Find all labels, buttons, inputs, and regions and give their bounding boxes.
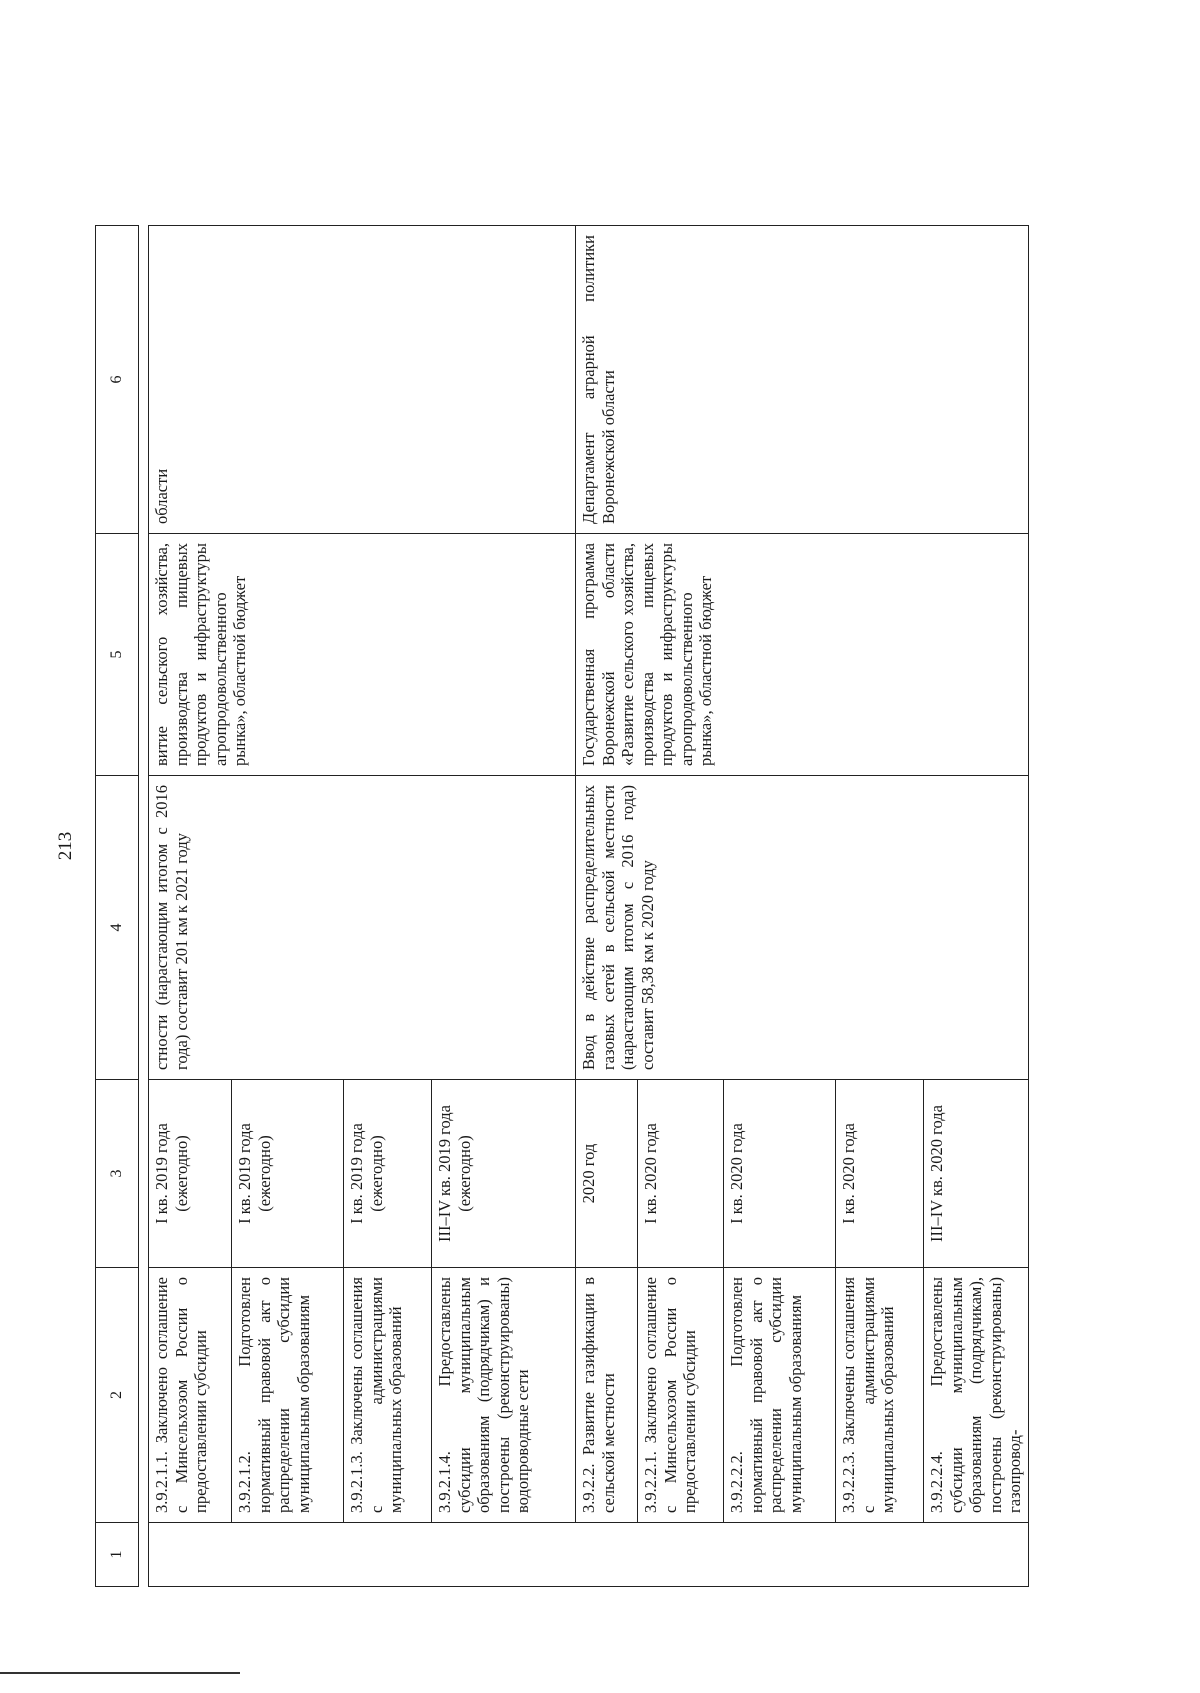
rotated-page: [95, 87, 1110, 1587]
scan-edge-line: [0, 1672, 240, 1674]
column-number: 5: [96, 534, 139, 776]
deadline-cell: 2020 год: [576, 1080, 638, 1268]
deadline-cell: I кв. 2019 года (ежегодно): [344, 1080, 432, 1268]
deadline-cell: I кв. 2020 года: [638, 1080, 724, 1268]
executor-cell: области: [149, 226, 576, 534]
activity-cell: 3.9.2.2.2. Подготовлен нормативный правовой акт о распределении субсидии муниципальным образованиям: [724, 1268, 836, 1523]
column-number: 2: [96, 1268, 139, 1523]
column-number: 6: [96, 226, 139, 534]
column-number: 1: [96, 1523, 139, 1587]
deadline-cell: I кв. 2020 года: [724, 1080, 836, 1268]
activity-cell: 3.9.2.2.1. Заключено соглашение с Минсельхозом России о предоставлении субсидии: [638, 1268, 724, 1523]
deadline-cell: III–IV кв. 2019 года (ежегодно): [432, 1080, 576, 1268]
result-cell: Ввод в действие распределительных газовых сетей в сельской местности (нарастающим итогом с 2016 года) составит 58,38 км к 2020 году: [576, 776, 1029, 1080]
activity-cell: 3.9.2.2.4. Предоставлены субсидии муниципальным образованиям (подрядчикам), построены (реконструированы) газопровод-: [924, 1268, 1029, 1523]
deadline-cell: I кв. 2020 года: [836, 1080, 924, 1268]
page-number: 213: [55, 831, 76, 861]
activity-cell: 3.9.2.1.2. Подготовлен нормативный правовой акт о распределении субсидии муниципальным образованиям: [232, 1268, 344, 1523]
source-cell: витие сельского хозяйства, производства пищевых продуктов и инфраструктуры агропродовольственного рынка», областной бюджет: [149, 534, 576, 776]
table-row: [149, 226, 232, 1587]
activity-cell: 3.9.2.2. Развитие газификации в сельской местности: [576, 1268, 638, 1523]
activity-cell: 3.9.2.1.4. Предоставлены субсидии муниципальным образованиям (подрядчикам) и построены (реконструированы) водопроводные сети: [432, 1268, 576, 1523]
column-number-row: [96, 226, 139, 1587]
plan-table: [95, 225, 1029, 1587]
table-row: [576, 226, 638, 1587]
source-cell: Государственная программа Воронежской области «Развитие сельского хозяйства, производства пищевых продуктов и инфраструктуры агропродовольственного рынка», областной бюджет: [576, 534, 1029, 776]
result-cell: стности (нарастающим итогом с 2016 года) составит 201 км к 2021 году: [149, 776, 576, 1080]
activity-cell: 3.9.2.1.3. Заключены соглашения с администрациями муниципальных образований: [344, 1268, 432, 1523]
column-1-cell: [149, 1523, 1029, 1587]
deadline-cell: I кв. 2019 года (ежегодно): [149, 1080, 232, 1268]
executor-cell: Департамент аграрной политики Воронежской области: [576, 226, 1029, 534]
column-number: 3: [96, 1080, 139, 1268]
deadline-cell: I кв. 2019 года (ежегодно): [232, 1080, 344, 1268]
activity-cell: 3.9.2.1.1. Заключено соглашение с Минсельхозом России о предоставлении субсидии: [149, 1268, 232, 1523]
activity-cell: 3.9.2.2.3. Заключены соглашения с администрациями муниципальных образований: [836, 1268, 924, 1523]
deadline-cell: III–IV кв. 2020 года: [924, 1080, 1029, 1268]
column-number: 4: [96, 776, 139, 1080]
